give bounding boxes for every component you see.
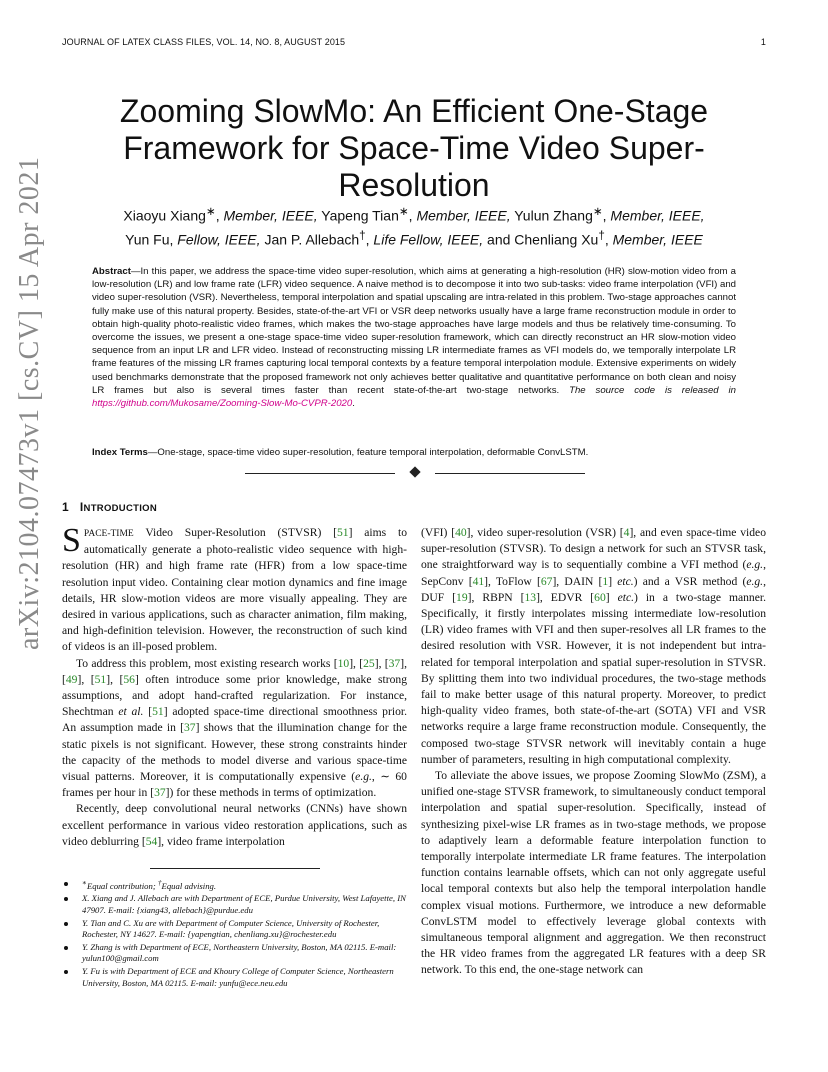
footnote: ∗Equal contribution; †Equal advising. [62, 878, 407, 892]
source-code-link[interactable]: https://github.com/Mukosame/Zooming-Slow-Mo-CVPR-2020 [92, 398, 353, 410]
author-name: Chenliang Xu [514, 231, 599, 248]
citation-link[interactable]: 51 [337, 526, 349, 539]
author-name: Xiaoyu Xiang [123, 207, 206, 224]
author-name: Jan P. Allebach [264, 231, 360, 248]
author-role: Member, IEEE, [416, 207, 511, 224]
paper-title: Zooming SlowMo: An Efficient One-Stage Framework for Space-Time Video Super-Resolution [119, 93, 709, 204]
paragraph: To alleviate the above issues, we propose Zooming SlowMo (ZSM), a unified one-stage STVSR framework, to simultaneously conduct temporal interpolation and spatial super-resolution. Specifically, instead of synthesizing pixel-wise LR frames as in two-stage methods, we propose to adaptively learn a deformable feature interpolation function to temporally interpolate intermediate LR frame features. The interpolation function contains learnable offsets, which can not only aggregate useful local temporal contexts but also help the temporal interpolation handle complex visual motions. Furthermore, we introduce a new deformable ConvLSTM model to effectively leverage global contexts with simultaneous temporal alignment and aggregation. We then reconstruct the HR video frames from the aggregated LR features with a deep SR network. To this end, the one-stage network can [421, 769, 766, 977]
citation-link[interactable]: 54 [145, 834, 158, 848]
running-header [62, 37, 766, 47]
abstract-end: . [352, 398, 355, 410]
author-name: Yulun Zhang [514, 207, 593, 224]
section-title-rest: NTRODUCTION [83, 503, 158, 514]
footnote: Y. Tian and C. Xu are with Department of Computer Science, University of Rochester, Rochester, NY 14627. E-mail: {yapengtian, chenliang.xu}@rochester.edu [62, 918, 407, 941]
author-role: Member, IEEE, [223, 207, 318, 224]
abstract [92, 265, 736, 410]
footnote: X. Xiang and J. Allebach are with Department of ECE, Purdue University, West Lafayette, IN 47907. E-mail: {xiang43, allebach}@purdue.edu [62, 893, 407, 916]
section-separator [245, 466, 585, 480]
author-conjunction: and [487, 231, 511, 248]
abstract-label: Abstract [92, 266, 131, 277]
footnotes [62, 878, 407, 990]
author-role: Member, IEEE, [610, 207, 705, 224]
paragraph: SPACE-TIME Video Super-Resolution (STVSR) [51] aims to automatically generate a photo-realistic video sequence with high-resolution (HR) and high frame rate (HFR) from a low space-time resolution input video. Containing clear motion dynamics and fine image details, HR slow-motion videos are more visually appealing. They are desired in various applications, such as character animation, film making, and high-definition television. However, the reconstruction of such kind of videos is an ill-posed problem. [62, 522, 407, 654]
footnote-rule [150, 868, 320, 869]
page-number: 1 [760, 37, 766, 47]
citation-link[interactable]: 40 [455, 526, 467, 539]
index-terms-label: Index Terms [92, 447, 148, 458]
index-terms [92, 446, 736, 459]
paragraph: To address this problem, most existing research works [10], [25], [37], [49], [51], [56] often introduce some prior knowledge, make strong assumptions, and adopt hand-crafted regularization. For instance, Shechtman et al. [51] adopted space-time directional smoothness prior. An assumption made in [37] shows that the illumination change for the static pixels is not significant. However, these strong constraints hinder the capacity of the methods to model diverse and various space-time visual patterns. Moreover, it is computationally expensive (e.g., ∼ 60 frames per hour in [37]) for these methods in terms of optimization. [62, 656, 407, 800]
citation-link[interactable]: 37 [154, 786, 166, 800]
source-code-note: The source code is released in [569, 384, 736, 396]
lead-in: PACE-TIME [83, 529, 134, 539]
author-role: Fellow, IEEE, [177, 231, 261, 248]
section-title-initial: I [79, 500, 84, 514]
paragraph: Recently, deep convolutional neural networks (CNNs) have shown excellent performance in various video restoration applications, such as video deblurring [54], video frame interpolation [62, 802, 407, 848]
citation-link[interactable]: 37 [388, 656, 401, 670]
citation-link[interactable]: 56 [123, 672, 135, 686]
citation-link[interactable]: 51 [152, 705, 164, 719]
citation-link[interactable]: 25 [363, 656, 375, 670]
author-name: Yun Fu, [125, 231, 174, 248]
citation-link[interactable]: 19 [456, 590, 468, 604]
arxiv-stamp: arXiv:2104.07473v1 [cs.CV] 15 Apr 2021 [14, 156, 45, 650]
citation-link[interactable]: 49 [65, 672, 78, 686]
author-role: Life Fellow, IEEE, [373, 231, 484, 248]
citation-link[interactable]: 60 [594, 590, 606, 604]
body-column-right [421, 525, 766, 979]
drop-cap: S [62, 522, 81, 559]
citation-link[interactable]: 37 [184, 721, 196, 735]
paragraph: (VFI) [40], video super-resolution (VSR) [4], and even space-time video super-resolution (STVSR). To design a network for such an STVSR task, one straightforward way is to sequentially combine a VFI method (e.g., SepConv [41], ToFlow [67], DAIN [1] etc.) and a VSR method (e.g., DUF [19], RBPN [13], EDVR [60] etc.) in a two-stage manner. Specifically, it firstly interpolates missing intermediate low-resolution (LR) video frames with VFI and then super-resolves all LR frames to the desired resolution with VSR. However, it is not independent but intra-related for temporal interpolation and spatial super-resolution in STVSR. By splitting them into two individual procedures, the two-stage methods fail to make better usage of this natural property. Moreover, to predict high-quality video frames, both state-of-the-art (SOTA) VFI and VSR networks require a large frame reconstruction module. Consequently, the composed two-stage STVSR network will inevitably contain a huge number of parameters, resulting in high computational complexity. [421, 526, 766, 766]
index-terms-text: —One-stage, space-time video super-resolution, feature temporal interpolation, deformable ConvLSTM. [147, 447, 589, 458]
citation-link[interactable]: 1 [602, 574, 609, 588]
section-heading [62, 500, 157, 514]
journal-running-head: JOURNAL OF LATEX CLASS FILES, VOL. 14, NO. 8, AUGUST 2015 [62, 37, 346, 47]
citation-link[interactable]: 67 [540, 574, 553, 588]
section-number: 1 [62, 500, 69, 514]
footnote: Y. Zhang is with Department of ECE, Northeastern University, Boston, MA 02115. E-mail: yulun100@gmail.com [62, 942, 407, 965]
author-name: Yapeng Tian [321, 207, 399, 224]
citation-link[interactable]: 4 [623, 526, 630, 539]
citation-link[interactable]: 41 [472, 574, 485, 588]
citation-link[interactable]: 10 [337, 656, 350, 670]
citation-link[interactable]: 13 [524, 590, 537, 604]
abstract-text: —In this paper, we address the space-time video super-resolution, which aims at generating a high-resolution (HR) slow-motion video from a low-resolution (LR) and low frame rate (LFR) video sequence. A naive method is to decompose it into two sub-tasks: video frame interpolation (VFI) and video super-resolution (VSR). Nevertheless, temporal interpolation and spatial upscaling are intra-related in this problem. Two-stage approaches cannot fully make use of this natural property. Besides, state-of-the-art VFI or VSR deep networks usually have a large frame reconstruction module in order to obtain high-quality photo-realistic video frames, which makes the two-stage approaches have large models and thus be relatively time-consuming. To overcome the issues, we present a one-stage space-time video super-resolution framework, which can directly reconstruct an HR slow-motion video sequence from an input LR and LFR video. Instead of reconstructing missing LR intermediate frames as VFI models do, we temporally interpolate LR frame features of the missing LR frames capturing local temporal contexts by a feature temporal interpolation module. Extensive experiments on widely used benchmarks demonstrate that the proposed framework not only achieves better qualitative and quantitative performance on both clean and noisy LR frames but also is several times faster than recent state-of-the-art two-stage networks. [92, 266, 736, 396]
diamond-icon [409, 466, 420, 477]
author-list: Xiaoyu Xiang∗, Member, IEEE, Yapeng Tian∗, Member, IEEE, Yulun Zhang∗, Member, IEEE, Yun Fu, Fellow, IEEE, Jan P. Allebach†, Life Fellow, IEEE, and Chenliang Xu†, Member, IEEE [123, 205, 705, 248]
citation-link[interactable]: 51 [94, 672, 107, 686]
author-role: Member, IEEE [612, 231, 703, 248]
body-column-left [62, 522, 407, 850]
footnote: Y. Fu is with Department of ECE and Khoury College of Computer Science, Northeastern University, Boston, MA 02115. E-mail: yunfu@ece.neu.edu [62, 966, 407, 989]
